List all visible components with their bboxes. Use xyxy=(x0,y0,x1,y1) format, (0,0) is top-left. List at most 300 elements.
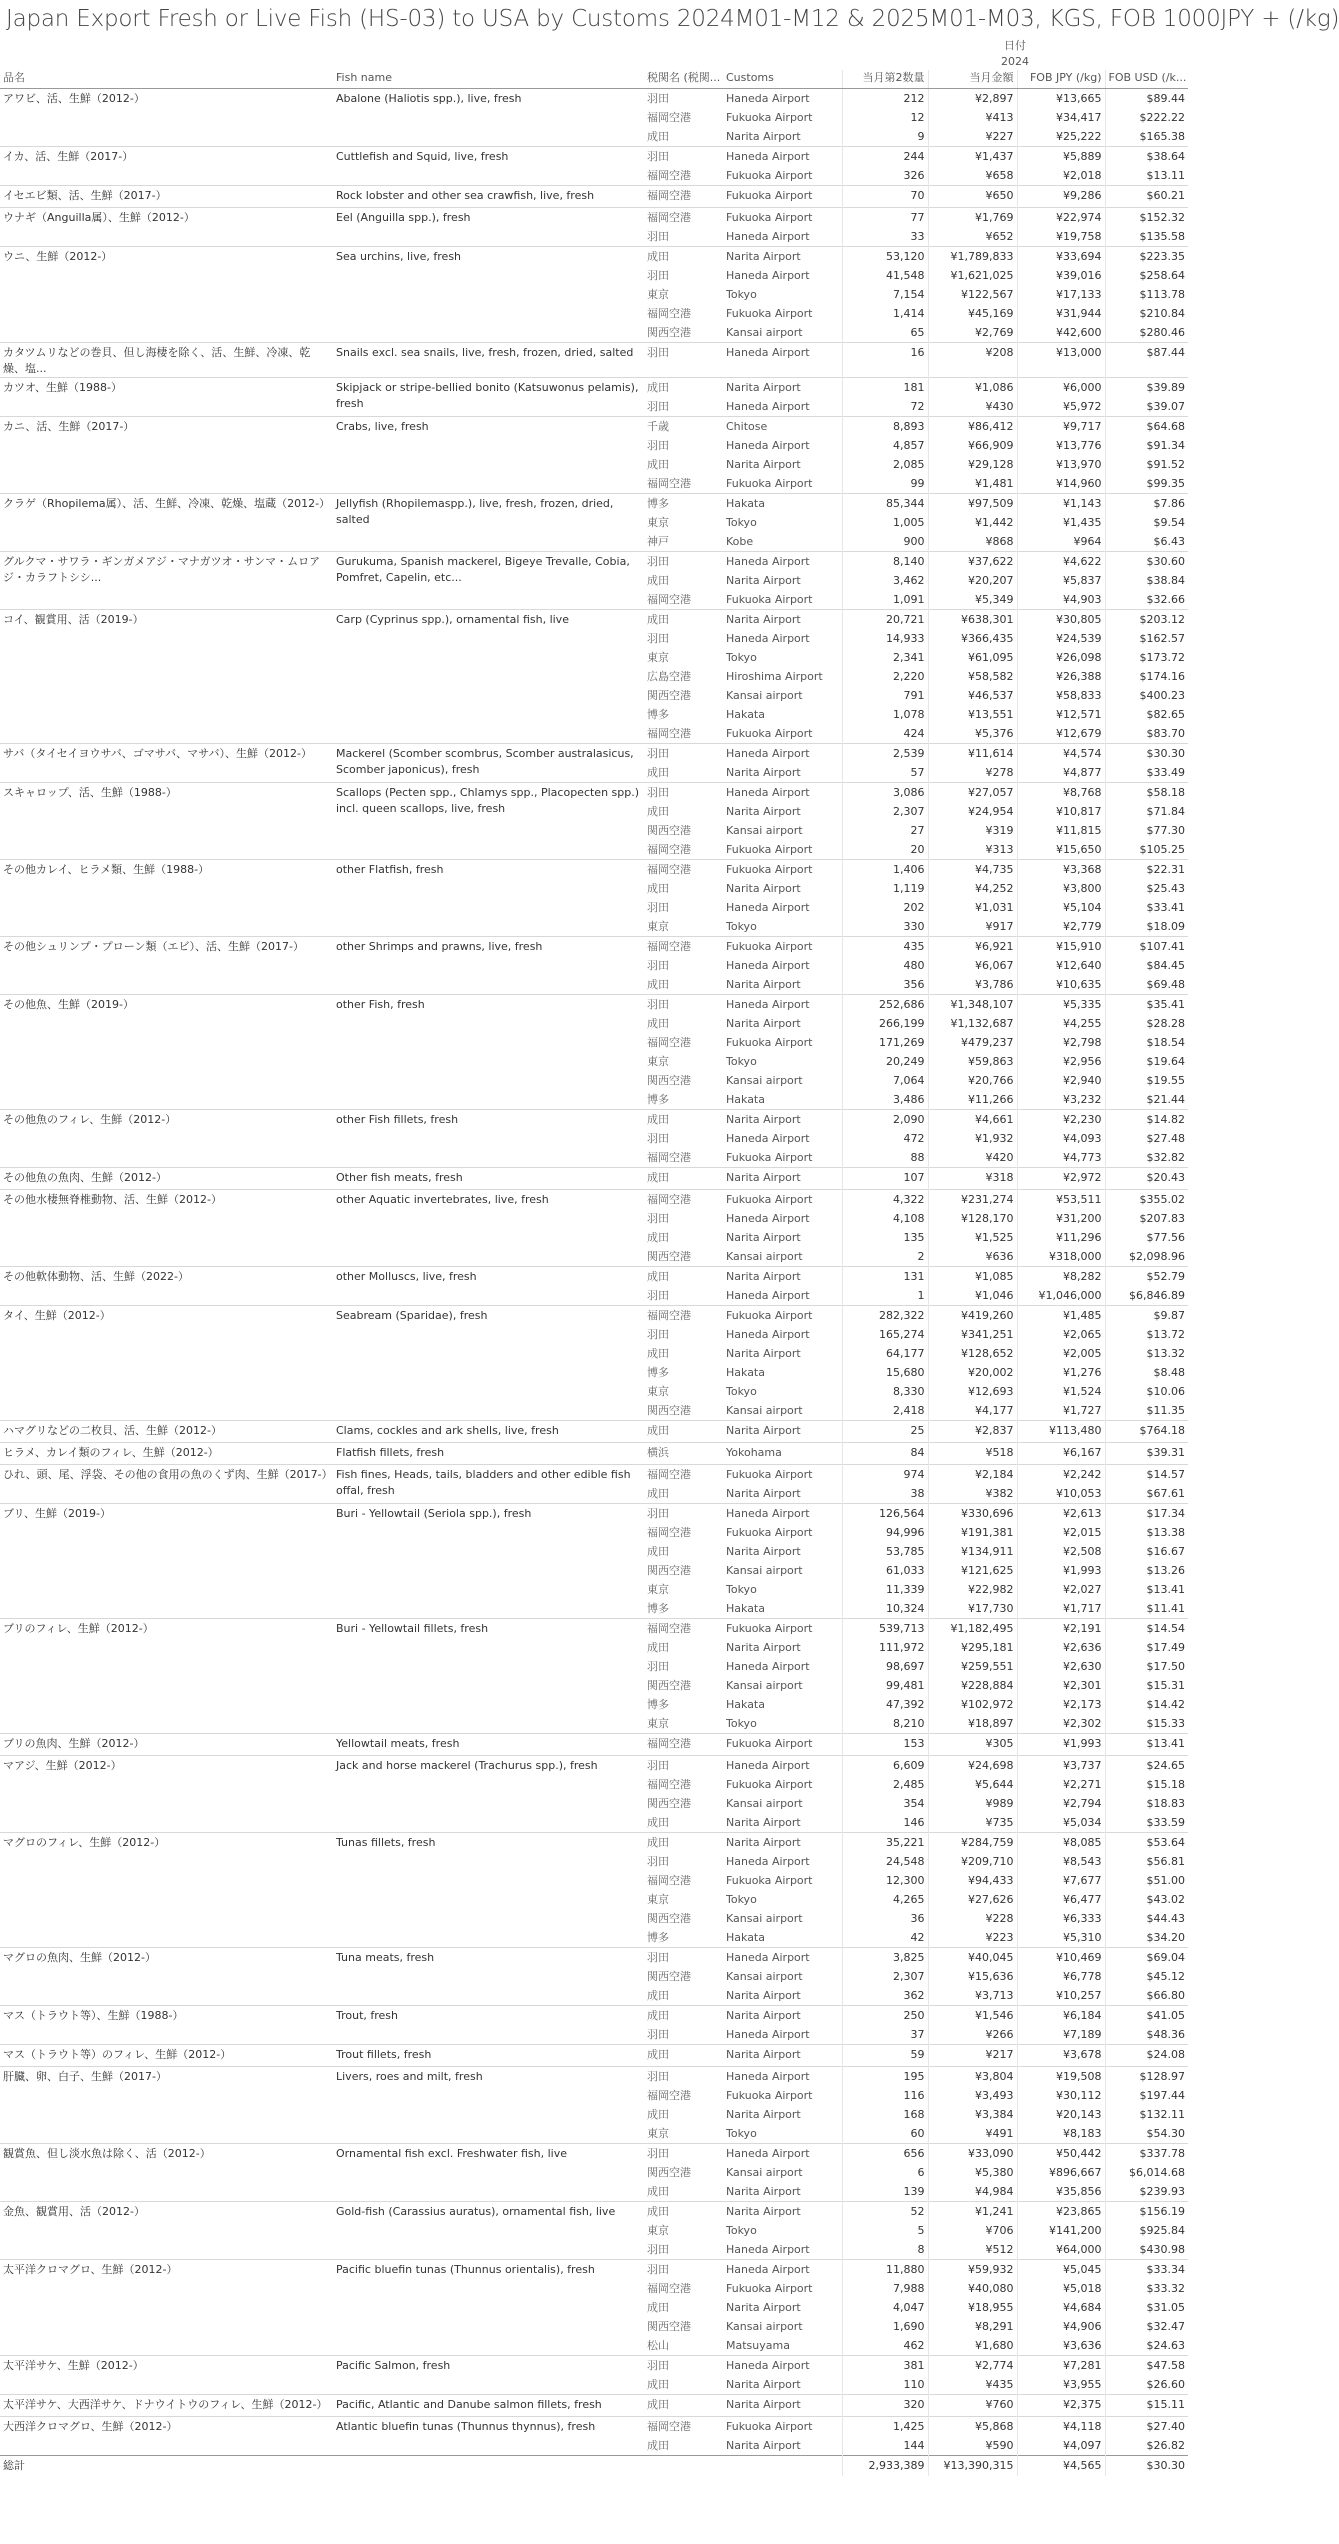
fob-jpy-cell: ¥10,817 xyxy=(1017,802,1105,821)
fish-name: Eel (Anguilla spp.), fresh xyxy=(333,208,644,247)
customs-cell: Haneda Airport xyxy=(726,1660,810,1673)
customs-cell: Yokohama xyxy=(723,1443,842,1465)
customs-cell: Fukuoka Airport xyxy=(723,1306,842,1326)
quantity-cell: 195 xyxy=(842,2067,928,2087)
fob-jpy-cell: ¥19,508 xyxy=(1017,2067,1105,2087)
quantity-cell: 9 xyxy=(842,127,928,147)
fob-usd-cell: $47.58 xyxy=(1105,2356,1188,2376)
fish-name: Atlantic bluefin tunas (Thunnus thynnus), fresh xyxy=(333,2417,644,2456)
fish-name: other Molluscs, live, fresh xyxy=(333,1267,644,1306)
customs-cell: Hakata xyxy=(726,1931,765,1944)
fob-usd-cell: $77.56 xyxy=(1105,1228,1188,1247)
amount-cell: ¥29,128 xyxy=(928,455,1017,474)
amount-cell: ¥37,622 xyxy=(928,552,1017,572)
table-row xyxy=(0,937,1188,957)
col-header-amount[interactable]: 当月金額 xyxy=(928,70,1017,89)
customs-cell: Fukuoka Airport xyxy=(723,2417,842,2437)
customs-jp-cell: 羽田 xyxy=(647,1660,669,1673)
fob-jpy-cell: ¥4,903 xyxy=(1017,590,1105,610)
fob-usd-cell: $222.22 xyxy=(1105,108,1188,127)
customs-cell: Narita Airport xyxy=(726,1017,801,1030)
quantity-cell: 900 xyxy=(842,532,928,552)
quantity-cell: 14,933 xyxy=(842,629,928,648)
col-header-quantity[interactable]: 当月第2数量 xyxy=(842,70,928,89)
fob-usd-cell: $13.32 xyxy=(1105,1344,1188,1363)
fob-jpy-cell: ¥5,310 xyxy=(1017,1928,1105,1948)
customs-jp-cell: 神戸 xyxy=(647,535,669,548)
fob-usd-cell: $135.58 xyxy=(1105,227,1188,247)
customs-jp-cell: 福岡空港 xyxy=(647,111,691,124)
fob-usd-cell: $31.05 xyxy=(1105,2298,1188,2317)
table-row xyxy=(0,995,1188,1015)
fob-usd-cell: $91.52 xyxy=(1105,455,1188,474)
amount-cell: ¥658 xyxy=(928,166,1017,186)
fish-name: Jack and horse mackerel (Trachurus spp.), fresh xyxy=(333,1756,644,1833)
fish-name: Yellowtail meats, fresh xyxy=(333,1734,644,1756)
customs-jp-cell: 羽田 xyxy=(644,552,723,572)
fob-jpy-cell: ¥9,286 xyxy=(1017,186,1105,208)
table-row xyxy=(0,552,1188,572)
fob-usd-cell: $54.30 xyxy=(1105,2124,1188,2144)
fob-usd-cell: $22.31 xyxy=(1105,860,1188,880)
fob-usd-cell: $58.18 xyxy=(1105,783,1188,803)
quantity-cell: 37 xyxy=(842,2025,928,2045)
fob-usd-cell: $71.84 xyxy=(1105,802,1188,821)
customs-cell: Narita Airport xyxy=(726,1545,801,1558)
quantity-cell: 41,548 xyxy=(842,266,928,285)
customs-jp-cell: 福岡空港 xyxy=(647,1778,691,1791)
fob-jpy-cell: ¥896,667 xyxy=(1017,2163,1105,2182)
amount-cell: ¥1,046 xyxy=(928,1286,1017,1306)
fob-jpy-cell: ¥2,230 xyxy=(1017,1110,1105,1130)
customs-jp-cell: 成田 xyxy=(647,1017,669,1030)
customs-cell: Fukuoka Airport xyxy=(726,477,813,490)
fob-usd-cell: $38.84 xyxy=(1105,571,1188,590)
amount-cell: ¥419,260 xyxy=(928,1306,1017,1326)
fob-jpy-cell: ¥22,974 xyxy=(1017,208,1105,228)
customs-jp-cell: 羽田 xyxy=(647,269,669,282)
table-row xyxy=(0,610,1188,630)
fob-usd-cell: $14.42 xyxy=(1105,1695,1188,1714)
amount-cell: ¥284,759 xyxy=(928,1833,1017,1853)
quantity-cell: 1,091 xyxy=(842,590,928,610)
quantity-cell: 15,680 xyxy=(842,1363,928,1382)
quantity-cell: 424 xyxy=(842,724,928,744)
fob-usd-cell: $64.68 xyxy=(1105,417,1188,437)
amount-cell: ¥2,184 xyxy=(928,1465,1017,1485)
customs-cell: Narita Airport xyxy=(726,1231,801,1244)
fob-jpy-cell: ¥5,889 xyxy=(1017,147,1105,167)
amount-cell: ¥102,972 xyxy=(928,1695,1017,1714)
fob-usd-cell: $33.59 xyxy=(1105,1813,1188,1833)
fob-jpy-cell: ¥12,640 xyxy=(1017,956,1105,975)
customs-jp-cell: 福岡空港 xyxy=(644,186,723,208)
quantity-cell: 8,210 xyxy=(842,1714,928,1734)
fob-usd-cell: $400.23 xyxy=(1105,686,1188,705)
customs-cell: Kansai airport xyxy=(726,689,803,702)
customs-jp-cell: 関西空港 xyxy=(647,1250,691,1263)
customs-jp-cell: 福岡空港 xyxy=(647,1874,691,1887)
customs-jp-cell: 羽田 xyxy=(647,632,669,645)
amount-cell: ¥420 xyxy=(928,1148,1017,1168)
fish-name: other Shrimps and prawns, live, fresh xyxy=(333,937,644,995)
product-name-jp: サバ（タイセイヨウサバ、ゴマサバ、マサバ）、生鮮（2012-） xyxy=(0,744,333,783)
table-row xyxy=(0,208,1188,228)
amount-cell: ¥6,067 xyxy=(928,956,1017,975)
customs-cell: Kansai airport xyxy=(726,2166,803,2179)
fob-jpy-cell: ¥1,143 xyxy=(1017,494,1105,514)
fob-usd-cell: $39.89 xyxy=(1105,378,1188,398)
product-name-jp: クラゲ（Rhopilema属）、活、生鮮、冷凍、乾燥、塩蔵（2012-） xyxy=(0,494,333,552)
table-row xyxy=(0,89,1188,109)
fob-jpy-cell: ¥14,960 xyxy=(1017,474,1105,494)
customs-cell: Narita Airport xyxy=(726,458,801,471)
customs-cell: Haneda Airport xyxy=(726,269,810,282)
amount-cell: ¥636 xyxy=(928,1247,1017,1267)
customs-cell: Fukuoka Airport xyxy=(726,307,813,320)
customs-cell: Fukuoka Airport xyxy=(726,111,813,124)
total-label: 総計 xyxy=(0,2456,842,2477)
amount-cell: ¥313 xyxy=(928,840,1017,860)
quantity-cell: 171,269 xyxy=(842,1033,928,1052)
fob-usd-cell: $10.06 xyxy=(1105,1382,1188,1401)
customs-cell: Haneda Airport xyxy=(723,2067,842,2087)
fob-usd-cell: $9.87 xyxy=(1105,1306,1188,1326)
amount-cell: ¥33,090 xyxy=(928,2144,1017,2164)
amount-cell: ¥46,537 xyxy=(928,686,1017,705)
customs-jp-cell: 成田 xyxy=(647,2185,669,2198)
fob-jpy-cell: ¥10,053 xyxy=(1017,1484,1105,1504)
customs-cell: Narita Airport xyxy=(726,1641,801,1654)
product-name-jp: カタツムリなどの巻貝、但し海棲を除く、活、生鮮、冷凍、乾燥、塩... xyxy=(0,343,333,378)
fob-usd-cell: $77.30 xyxy=(1105,821,1188,840)
fob-jpy-cell: ¥15,650 xyxy=(1017,840,1105,860)
customs-cell: Narita Airport xyxy=(726,978,801,991)
product-name-jp: 観賞魚、但し淡水魚は除く、活（2012-） xyxy=(0,2144,333,2202)
quantity-cell: 2,485 xyxy=(842,1775,928,1794)
fob-usd-cell: $21.44 xyxy=(1105,1090,1188,1110)
col-header-customs[interactable]: Customs xyxy=(723,70,842,89)
fob-jpy-cell: ¥2,301 xyxy=(1017,1676,1105,1695)
fob-jpy-cell: ¥8,543 xyxy=(1017,1852,1105,1871)
amount-cell: ¥17,730 xyxy=(928,1599,1017,1619)
amount-cell: ¥58,582 xyxy=(928,667,1017,686)
fob-jpy-cell: ¥12,571 xyxy=(1017,705,1105,724)
customs-cell: Haneda Airport xyxy=(726,400,810,413)
fob-jpy-cell: ¥8,282 xyxy=(1017,1267,1105,1287)
fob-jpy-cell: ¥25,222 xyxy=(1017,127,1105,147)
customs-jp-cell: 福岡空港 xyxy=(647,843,691,856)
quantity-cell: 139 xyxy=(842,2182,928,2202)
fob-usd-cell: $764.18 xyxy=(1105,1421,1188,1443)
quantity-cell: 2,539 xyxy=(842,744,928,764)
customs-jp-cell: 東京 xyxy=(647,288,669,301)
amount-cell: ¥305 xyxy=(928,1734,1017,1756)
fob-usd-cell: $17.50 xyxy=(1105,1657,1188,1676)
quantity-cell: 42 xyxy=(842,1928,928,1948)
fob-usd-cell: $128.97 xyxy=(1105,2067,1188,2087)
customs-cell: Fukuoka Airport xyxy=(726,727,813,740)
product-name-jp: その他魚、生鮮（2019-） xyxy=(0,995,333,1110)
amount-cell: ¥61,095 xyxy=(928,648,1017,667)
fob-jpy-cell: ¥2,005 xyxy=(1017,1344,1105,1363)
product-name-jp: 大西洋クロマグロ、生鮮（2012-） xyxy=(0,2417,333,2456)
fob-jpy-cell: ¥3,737 xyxy=(1017,1756,1105,1776)
quantity-cell: 7,988 xyxy=(842,2279,928,2298)
quantity-cell: 2 xyxy=(842,1247,928,1267)
fob-usd-cell: $337.78 xyxy=(1105,2144,1188,2164)
fish-name: Mackerel (Scomber scombrus, Scomber australasicus, Scomber japonicus), fresh xyxy=(333,744,644,783)
fob-jpy-cell: ¥2,173 xyxy=(1017,1695,1105,1714)
col-header-fob-usd[interactable]: FOB USD (/k... xyxy=(1105,70,1188,89)
customs-cell: Hakata xyxy=(726,1366,765,1379)
amount-cell: ¥86,412 xyxy=(928,417,1017,437)
quantity-cell: 20,721 xyxy=(842,610,928,630)
fob-usd-cell: $39.07 xyxy=(1105,397,1188,417)
quantity-cell: 64,177 xyxy=(842,1344,928,1363)
fob-jpy-cell: ¥2,798 xyxy=(1017,1033,1105,1052)
fob-jpy-cell: ¥58,833 xyxy=(1017,686,1105,705)
fob-usd-cell: $33.34 xyxy=(1105,2260,1188,2280)
customs-cell: Haneda Airport xyxy=(726,1212,810,1225)
col-header-fob-jpy[interactable]: FOB JPY (/kg) xyxy=(1017,70,1105,89)
amount-cell: ¥518 xyxy=(928,1443,1017,1465)
table-row xyxy=(0,1756,1188,1776)
col-header-customs-jp[interactable]: 税関名 (税関... xyxy=(644,70,723,89)
customs-cell: Hiroshima Airport xyxy=(726,670,823,683)
customs-cell: Kansai airport xyxy=(726,326,803,339)
table-row xyxy=(0,1504,1188,1524)
product-name-jp: その他軟体動物、活、生鮮（2022-） xyxy=(0,1267,333,1306)
fob-usd-cell: $69.48 xyxy=(1105,975,1188,995)
fob-usd-cell: $14.82 xyxy=(1105,1110,1188,1130)
col-header-jp-name[interactable]: 品名 xyxy=(0,70,333,89)
amount-cell: ¥1,182,495 xyxy=(928,1619,1017,1639)
product-name-jp: マス（トラウト等）のフィレ、生鮮（2012-） xyxy=(0,2045,333,2067)
customs-jp-cell: 福岡空港 xyxy=(647,1526,691,1539)
fob-jpy-cell: ¥2,027 xyxy=(1017,1580,1105,1599)
customs-cell: Haneda Airport xyxy=(726,632,810,645)
customs-cell: Tokyo xyxy=(726,651,757,664)
customs-cell: Narita Airport xyxy=(726,1816,801,1829)
customs-cell: Fukuoka Airport xyxy=(726,843,813,856)
quantity-cell: 2,085 xyxy=(842,455,928,474)
quantity-cell: 656 xyxy=(842,2144,928,2164)
product-name-jp: グルクマ・サワラ・ギンガメアジ・マナガツオ・サンマ・ムロアジ・カラフトシシ... xyxy=(0,552,333,610)
fob-jpy-cell: ¥5,335 xyxy=(1017,995,1105,1015)
quantity-cell: 354 xyxy=(842,1794,928,1813)
customs-jp-cell: 福岡空港 xyxy=(647,2282,691,2295)
customs-cell: Narita Airport xyxy=(726,2301,801,2314)
customs-cell: Fukuoka Airport xyxy=(726,1874,813,1887)
quantity-cell: 10,324 xyxy=(842,1599,928,1619)
total-row xyxy=(0,2456,1188,2477)
customs-cell: Narita Airport xyxy=(723,2395,842,2417)
table-row xyxy=(0,2395,1188,2417)
fob-usd-cell: $45.12 xyxy=(1105,1967,1188,1986)
customs-cell: Haneda Airport xyxy=(723,2356,842,2376)
fob-usd-cell: $13.72 xyxy=(1105,1325,1188,1344)
customs-jp-cell: 広島空港 xyxy=(647,670,691,683)
product-name-jp: ブリ、生鮮（2019-） xyxy=(0,1504,333,1619)
customs-cell: Haneda Airport xyxy=(726,1289,810,1302)
quantity-cell: 1,690 xyxy=(842,2317,928,2336)
amount-cell: ¥11,614 xyxy=(928,744,1017,764)
product-name-jp: コイ、観賞用、活（2019-） xyxy=(0,610,333,744)
product-name-jp: 金魚、観賞用、活（2012-） xyxy=(0,2202,333,2260)
fob-jpy-cell: ¥2,065 xyxy=(1017,1325,1105,1344)
amount-cell: ¥97,509 xyxy=(928,494,1017,514)
amount-cell: ¥319 xyxy=(928,821,1017,840)
product-name-jp: その他魚の魚肉、生鮮（2012-） xyxy=(0,1168,333,1190)
fob-jpy-cell: ¥30,112 xyxy=(1017,2086,1105,2105)
quantity-cell: 282,322 xyxy=(842,1306,928,1326)
fob-usd-cell: $33.49 xyxy=(1105,763,1188,783)
fob-usd-cell: $6,846.89 xyxy=(1105,1286,1188,1306)
quantity-cell: 11,339 xyxy=(842,1580,928,1599)
fob-jpy-cell: ¥6,000 xyxy=(1017,378,1105,398)
amount-cell: ¥1,132,687 xyxy=(928,1014,1017,1033)
table-row xyxy=(0,2144,1188,2164)
fob-jpy-cell: ¥13,665 xyxy=(1017,89,1105,109)
product-name-jp: アワビ、活、生鮮（2012-） xyxy=(0,89,333,147)
customs-cell: Narita Airport xyxy=(723,1833,842,1853)
quantity-cell: 12 xyxy=(842,108,928,127)
fob-jpy-cell: ¥2,636 xyxy=(1017,1638,1105,1657)
quantity-cell: 72 xyxy=(842,397,928,417)
fish-name: Tunas fillets, fresh xyxy=(333,1833,644,1948)
customs-jp-cell: 羽田 xyxy=(644,744,723,764)
customs-jp-cell: 関西空港 xyxy=(647,1074,691,1087)
fob-jpy-cell: ¥2,191 xyxy=(1017,1619,1105,1639)
fob-jpy-cell: ¥4,118 xyxy=(1017,2417,1105,2437)
fob-usd-cell: $41.05 xyxy=(1105,2006,1188,2026)
amount-cell: ¥989 xyxy=(928,1794,1017,1813)
customs-jp-cell: 成田 xyxy=(644,1267,723,1287)
fob-jpy-cell: ¥13,970 xyxy=(1017,455,1105,474)
customs-cell: Fukuoka Airport xyxy=(723,186,842,208)
product-name-jp: 太平洋サケ、生鮮（2012-） xyxy=(0,2356,333,2395)
amount-cell: ¥4,252 xyxy=(928,879,1017,898)
fob-usd-cell: $56.81 xyxy=(1105,1852,1188,1871)
product-name-jp: その他魚のフィレ、生鮮（2012-） xyxy=(0,1110,333,1168)
table-row xyxy=(0,343,1188,378)
customs-cell: Narita Airport xyxy=(726,1487,801,1500)
fob-usd-cell: $48.36 xyxy=(1105,2025,1188,2045)
customs-cell: Haneda Airport xyxy=(726,1328,810,1341)
customs-jp-cell: 羽田 xyxy=(647,2243,669,2256)
fob-jpy-cell: ¥13,000 xyxy=(1017,343,1105,378)
quantity-cell: 381 xyxy=(842,2356,928,2376)
customs-jp-cell: 羽田 xyxy=(647,901,669,914)
year-header: 2024 xyxy=(1001,55,1029,68)
fob-jpy-cell: ¥7,677 xyxy=(1017,1871,1105,1890)
fish-name: Seabream (Sparidae), fresh xyxy=(333,1306,644,1421)
customs-jp-cell: 羽田 xyxy=(644,783,723,803)
fob-jpy-cell: ¥10,257 xyxy=(1017,1986,1105,2006)
customs-cell: Kansai airport xyxy=(726,1404,803,1417)
table-row xyxy=(0,186,1188,208)
amount-cell: ¥209,710 xyxy=(928,1852,1017,1871)
fob-usd-cell: $9.54 xyxy=(1105,513,1188,532)
amount-cell: ¥735 xyxy=(928,1813,1017,1833)
table-row xyxy=(0,1421,1188,1443)
customs-cell: Narita Airport xyxy=(723,1168,842,1190)
quantity-cell: 320 xyxy=(842,2395,928,2417)
table-row xyxy=(0,2202,1188,2222)
amount-cell: ¥1,442 xyxy=(928,513,1017,532)
fob-usd-cell: $14.57 xyxy=(1105,1465,1188,1485)
quantity-cell: 24,548 xyxy=(842,1852,928,1871)
fob-usd-cell: $13.38 xyxy=(1105,1523,1188,1542)
customs-jp-cell: 成田 xyxy=(647,1231,669,1244)
fob-jpy-cell: ¥4,877 xyxy=(1017,763,1105,783)
fob-usd-cell: $18.09 xyxy=(1105,917,1188,937)
customs-cell: Fukuoka Airport xyxy=(723,1465,842,1485)
amount-cell: ¥13,551 xyxy=(928,705,1017,724)
quantity-cell: 2,307 xyxy=(842,1967,928,1986)
customs-jp-cell: 成田 xyxy=(644,2395,723,2417)
fob-usd-cell: $280.46 xyxy=(1105,323,1188,343)
customs-cell: Narita Airport xyxy=(723,2202,842,2222)
fob-usd-cell: $35.41 xyxy=(1105,995,1188,1015)
quantity-cell: 3,825 xyxy=(842,1948,928,1968)
total-fob-usd: $30.30 xyxy=(1105,2456,1188,2477)
fob-jpy-cell: ¥20,143 xyxy=(1017,2105,1105,2124)
customs-cell: Haneda Airport xyxy=(723,995,842,1015)
quantity-cell: 4,322 xyxy=(842,1190,928,1210)
product-name-jp: マアジ、生鮮（2012-） xyxy=(0,1756,333,1833)
customs-jp-cell: 成田 xyxy=(647,882,669,895)
fob-jpy-cell: ¥12,679 xyxy=(1017,724,1105,744)
customs-jp-cell: 福岡空港 xyxy=(647,477,691,490)
quantity-cell: 8,140 xyxy=(842,552,928,572)
customs-jp-cell: 羽田 xyxy=(644,343,723,378)
fob-usd-cell: $25.43 xyxy=(1105,879,1188,898)
quantity-cell: 8,330 xyxy=(842,1382,928,1401)
amount-cell: ¥479,237 xyxy=(928,1033,1017,1052)
customs-cell: Fukuoka Airport xyxy=(726,593,813,606)
customs-jp-cell: 関西空港 xyxy=(647,1797,691,1810)
quantity-cell: 1 xyxy=(842,1286,928,1306)
fob-usd-cell: $11.35 xyxy=(1105,1401,1188,1421)
fish-name: Rock lobster and other sea crawfish, live, fresh xyxy=(333,186,644,208)
customs-cell: Narita Airport xyxy=(723,1421,842,1443)
customs-jp-cell: 博多 xyxy=(647,1093,669,1106)
quantity-cell: 131 xyxy=(842,1267,928,1287)
col-header-fish-name[interactable]: Fish name xyxy=(333,70,644,89)
product-name-jp: マグロのフィレ、生鮮（2012-） xyxy=(0,1833,333,1948)
quantity-cell: 1,078 xyxy=(842,705,928,724)
fish-name: Jellyfish (Rhopilemaspp.), live, fresh, frozen, dried, salted xyxy=(333,494,644,552)
customs-jp-cell: 関西空港 xyxy=(647,689,691,702)
customs-cell: Haneda Airport xyxy=(726,1855,810,1868)
fob-usd-cell: $26.82 xyxy=(1105,2436,1188,2456)
amount-cell: ¥11,266 xyxy=(928,1090,1017,1110)
quantity-cell: 116 xyxy=(842,2086,928,2105)
fob-usd-cell: $6,014.68 xyxy=(1105,2163,1188,2182)
customs-jp-cell: 羽田 xyxy=(644,2260,723,2280)
fob-jpy-cell: ¥2,018 xyxy=(1017,166,1105,186)
table-row xyxy=(0,2417,1188,2437)
customs-cell: Fukuoka Airport xyxy=(723,937,842,957)
fob-usd-cell: $173.72 xyxy=(1105,648,1188,667)
fish-name: Gurukuma, Spanish mackerel, Bigeye Trevalle, Cobia, Pomfret, Capelin, etc... xyxy=(333,552,644,610)
customs-cell: Narita Airport xyxy=(723,247,842,267)
quantity-cell: 3,086 xyxy=(842,783,928,803)
customs-cell: Kansai airport xyxy=(726,2320,803,2333)
amount-cell: ¥512 xyxy=(928,2240,1017,2260)
